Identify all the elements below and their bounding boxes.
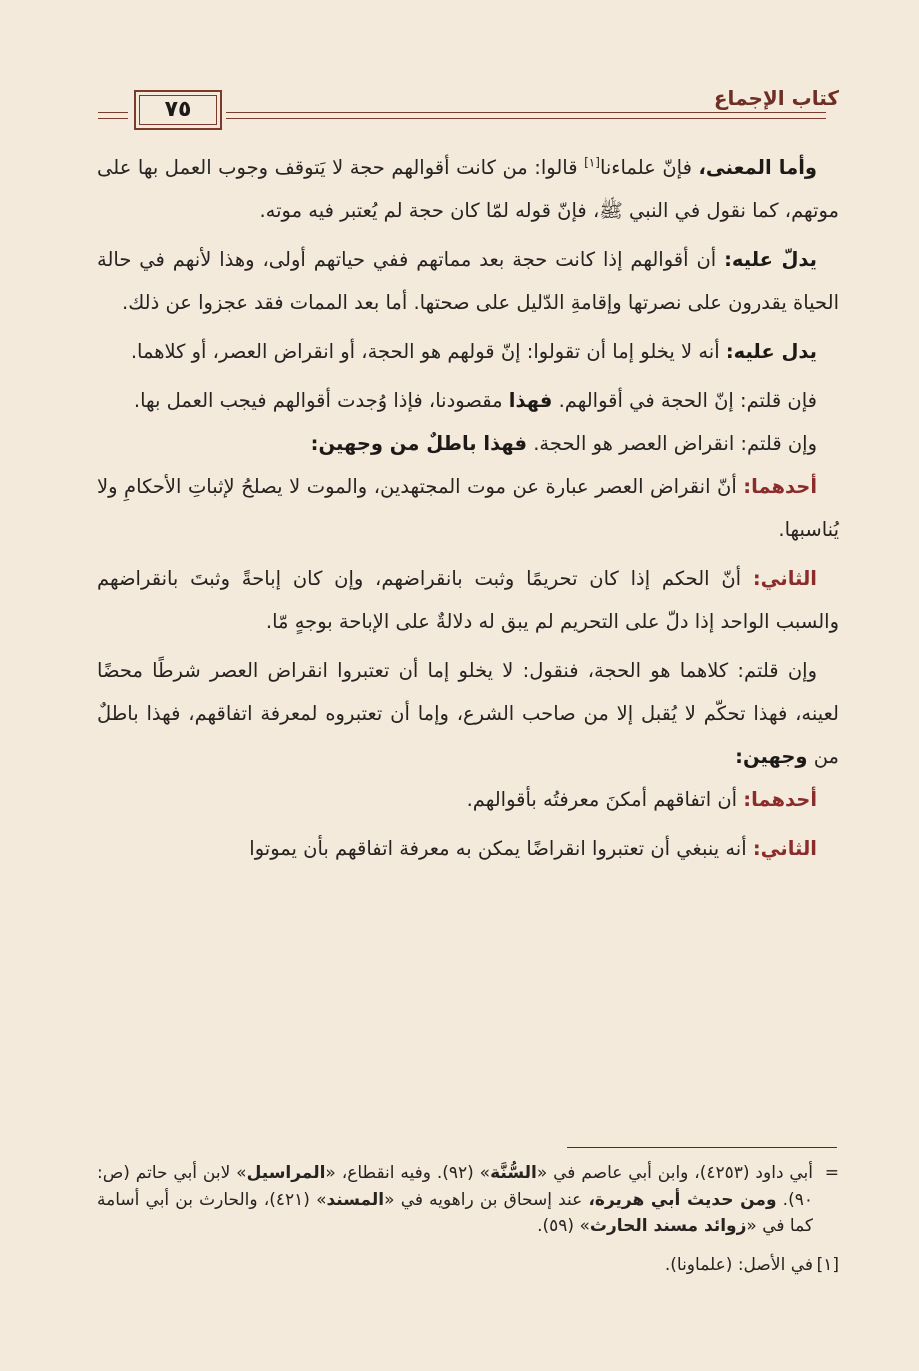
footnote-text xyxy=(97,1160,813,1240)
paragraph-text: أنه لا يخلو إما أن تقولوا: إنّ قولهم هو الحجة، أو انقراض العصر، أو كلاهما. xyxy=(130,340,726,363)
paragraph-bold: فهذا xyxy=(508,389,553,412)
paragraph-text: وإن قلتم: انقراض العصر هو الحجة. xyxy=(527,432,817,455)
footnote-text-part: » لابن أبي حاتم (ص: ٩٠). xyxy=(97,1163,813,1210)
paragraph-text: أنّ الحكم إذا كان تحريمًا وثبت بانقراضهم، وإن كان إباحةً وثبتَ بانقراضهم والسبب الواحد إذا دلّ على التحريم لم يبق له دلالةٌ على الإباحة بوجهٍ مّا. xyxy=(97,567,839,633)
paragraph-9 xyxy=(97,778,839,821)
header-rule-left xyxy=(98,112,128,119)
paragraph-lead: الثاني: xyxy=(752,837,817,860)
footnote-1 xyxy=(97,1252,839,1279)
continuation-marker: = xyxy=(824,1163,839,1183)
book-title: كتاب الإجماع xyxy=(713,86,839,110)
footnotes xyxy=(97,1160,839,1278)
header-rule-right xyxy=(226,112,826,119)
paragraph-3 xyxy=(97,330,839,373)
footnote-source: المراسيل xyxy=(246,1163,326,1183)
paragraph-5 xyxy=(97,422,839,465)
footnote-reference[interactable]: [١] xyxy=(584,155,600,170)
paragraph-1 xyxy=(97,146,839,232)
paragraph-6 xyxy=(97,465,839,551)
paragraph-4 xyxy=(97,379,839,422)
footnote-source: السُّنَّة xyxy=(490,1163,537,1183)
paragraph-bold: وجهين: xyxy=(735,745,808,768)
paragraph-text: أن أقوالهم إذا كانت حجة بعد مماتهم ففي حياتهم أولى، وهذا لأنهم في حالة الحياة يقدرون على نصرتها وإقامةِ الدّليل على صحتها. أما بعد الممات فقد عجزوا عن ذلك. xyxy=(97,248,839,314)
footnote-text-part: » (٩٢). وفيه انقطاع، « xyxy=(325,1163,491,1183)
paragraph-text: أن اتفاقهم أمكنَ معرفتُه بأقوالهم. xyxy=(466,788,744,811)
page-number: ٧٥ xyxy=(164,97,192,122)
paragraph-text: أنّ انقراض العصر عبارة عن موت المجتهدين، والموت لا يصلحُ لإثباتِ الأحكامِ ولا يُناسبها. xyxy=(97,475,839,541)
paragraph-bold: فهذا باطلٌ من وجهين: xyxy=(310,432,527,455)
footnote-text-part: » (٤٢١)، والحارث بن أبي أسامة كما في « xyxy=(97,1189,813,1236)
footnote-continuation xyxy=(97,1160,839,1240)
footnote-source: ومن حديث أبي هريرة، xyxy=(588,1189,777,1210)
footnote-source: زوائد مسند الحارث xyxy=(589,1216,747,1236)
paragraph-lead: يدلّ عليه: xyxy=(724,248,818,271)
paragraph-2 xyxy=(97,238,839,324)
paragraph-text: قالوا: من كانت أقوالهم حجة لا يَتوقف وجوب العمل بها على موتهم، كما نقول في النبي ﷺ، فإنّ قوله لمّا كان حجة لم يُعتبر فيه موته. xyxy=(97,156,839,222)
main-text xyxy=(97,146,839,870)
footnote-text-part: أبي داود (٤٢٥٣)، وابن أبي عاصم في « xyxy=(536,1163,814,1183)
footnote-marker[interactable]: [١] xyxy=(816,1254,839,1275)
paragraph-text: مقصودنا، فإذا وُجدت أقوالهم فيجب العمل بها. xyxy=(133,389,509,412)
paragraph-lead: يدل عليه: xyxy=(725,340,817,363)
paragraph-text: أنه ينبغي أن تعتبروا انقراضًا يمكن به معرفة اتفاقهم بأن يموتوا xyxy=(249,837,753,860)
footnote-1-text: في الأصل: (علماونا). xyxy=(664,1254,813,1275)
paragraph-7 xyxy=(97,557,839,643)
paragraph-text: فإنّ علماءنا xyxy=(599,156,699,179)
page-number-frame xyxy=(134,90,222,130)
paragraph-lead: الثاني: xyxy=(752,567,817,590)
paragraph-lead: أحدهما: xyxy=(743,788,817,811)
paragraph-text: وإن قلتم: كلاهما هو الحجة، فنقول: لا يخلو إما أن تعتبروا انقراض العصر شرطًا محضًا لعينه، فهذا تحكّم لا يُقبل إلا من صاحب الشرع، وإما أن تعتبروه لمعرفة اتفاقهم، فهذا باطلٌ من xyxy=(97,659,839,768)
footnote-separator xyxy=(567,1147,837,1148)
footnote-source: المسند xyxy=(326,1189,385,1210)
paragraph-8 xyxy=(97,649,839,778)
paragraph-text: فإن قلتم: إنّ الحجة في أقوالهم. xyxy=(552,389,817,412)
footnote-text-part: » (٥٩). xyxy=(537,1216,590,1236)
paragraph-lead: وأما المعنى، xyxy=(698,156,818,179)
paragraph-lead: أحدهما: xyxy=(743,475,817,498)
paragraph-10 xyxy=(97,827,839,870)
footnote-text-part: عند إسحاق بن راهويه في « xyxy=(384,1189,589,1210)
